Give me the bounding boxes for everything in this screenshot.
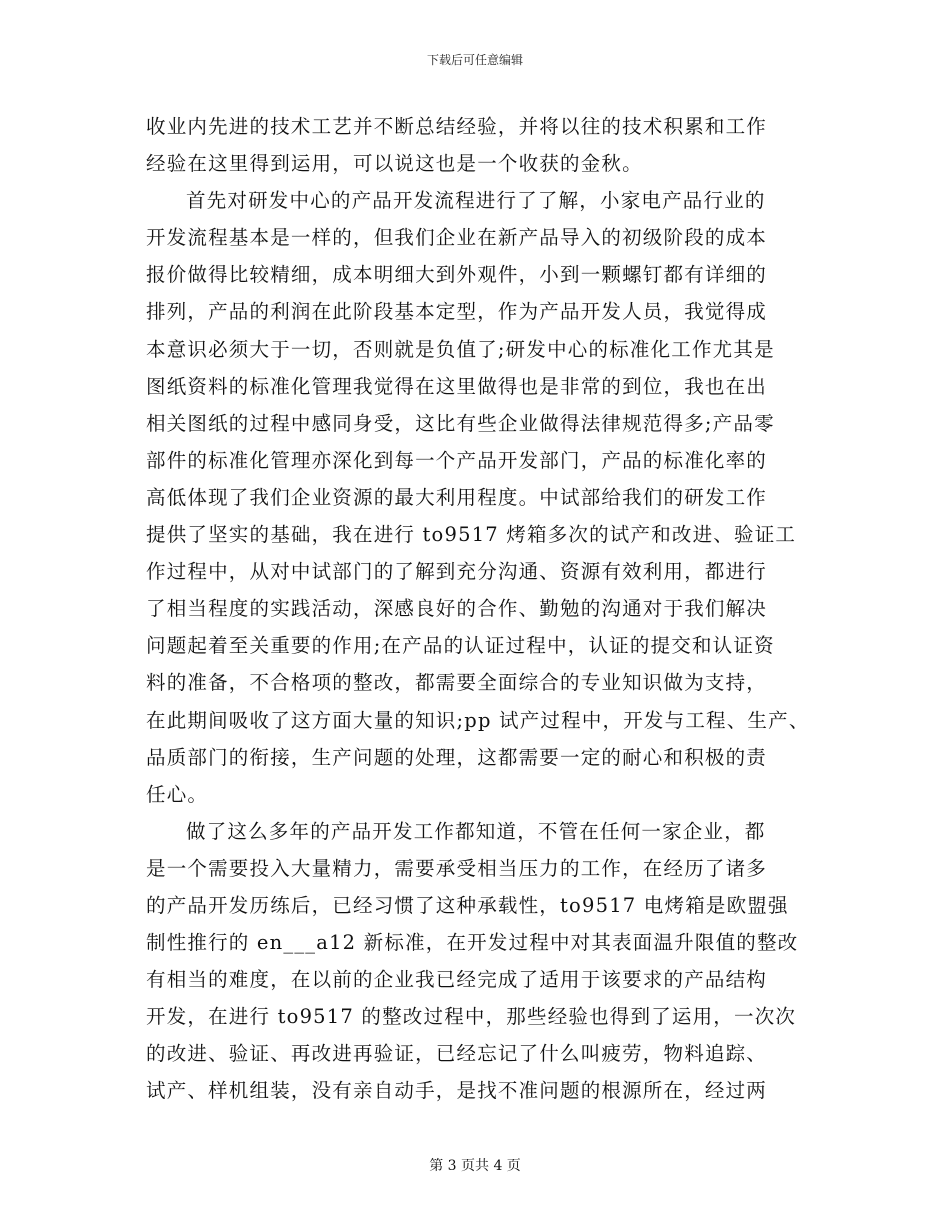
text-line: 试产、样机组装，没有亲自动手，是找不准问题的根源所在，经过两 [146, 1079, 768, 1103]
paragraph-first-line: 首先对研发中心的产品开发流程进行了了解，小家电产品行业的 [186, 189, 766, 213]
text-line: 经验在这里得到运用，可以说这也是一个收获的金秋。 [146, 152, 643, 176]
text-line: 本意识必须大于一切，否则就是负值了;研发中心的标准化工作尤其是 [146, 337, 775, 361]
text-line: 品质部门的衔接，生产问题的处理，这都需要一定的耐心和积极的责 [146, 745, 768, 769]
text-line: 是一个需要投入大量精力，需要承受相当压力的工作，在经历了诸多 [146, 856, 768, 880]
text-line: 开发，在进行 to9517 的整改过程中，那些经验也得到了运用，一次次 [146, 1005, 797, 1029]
text-line: 相关图纸的过程中感同身受，这比有些企业做得法律规范得多;产品零 [146, 411, 775, 435]
text-line: 提供了坚实的基础，我在进行 to9517 烤箱多次的试产和改进、验证工 [146, 523, 797, 547]
text-line: 报价做得比较精细，成本明细大到外观件，小到一颗螺钉都有详细的 [146, 263, 768, 287]
text-line: 了相当程度的实践活动，深感良好的合作、勤勉的沟通对于我们解决 [146, 597, 768, 621]
page-footer: 第 3 页共 4 页 [429, 1158, 521, 1174]
text-line: 收业内先进的技术工艺并不断总结经验，并将以往的技术积累和工作 [146, 115, 768, 138]
text-line: 的改进、验证、再改进再验证，已经忘记了什么叫疲劳，物料追踪、 [146, 1042, 768, 1066]
text-line: 在此期间吸收了这方面大量的知识;pp 试产过程中，开发与工程、生产、 [146, 708, 810, 732]
text-line: 开发流程基本是一样的，但我们企业在新产品导入的初级阶段的成本 [146, 226, 768, 250]
text-line: 作过程中，从对中试部门的了解到充分沟通、资源有效利用，都进行 [146, 560, 768, 584]
text-line: 制性推行的 en___a12 新标准，在开发过程中对其表面温升限值的整改 [146, 931, 799, 955]
page-header: 下载后可任意编辑 [426, 53, 523, 67]
text-line: 料的准备，不合格项的整改，都需要全面综合的专业知识做为支持， [146, 671, 768, 695]
text-line: 排列，产品的利润在此阶段基本定型，作为产品开发人员，我觉得成 [146, 300, 768, 324]
text-line: 图纸资料的标准化管理我觉得在这里做得也是非常的到位，我也在出 [146, 374, 768, 398]
text-line: 问题起着至关重要的作用;在产品的认证过程中，认证的提交和认证资 [146, 634, 775, 658]
text-line: 有相当的难度，在以前的企业我已经完成了适用于该要求的产品结构 [146, 968, 768, 992]
document-body [146, 108, 826, 1110]
text-line: 高低体现了我们企业资源的最大利用程度。中试部给我们的研发工作 [146, 485, 768, 509]
paragraph-first-line: 做了这么多年的产品开发工作都知道，不管在任何一家企业，都 [186, 819, 766, 843]
text-line: 的产品开发历练后，已经习惯了这种承载性，to9517 电烤箱是欧盟强 [146, 893, 789, 917]
text-line: 任心。 [146, 782, 209, 806]
text-line: 部件的标准化管理亦深化到每一个产品开发部门，产品的标准化率的 [146, 448, 768, 472]
